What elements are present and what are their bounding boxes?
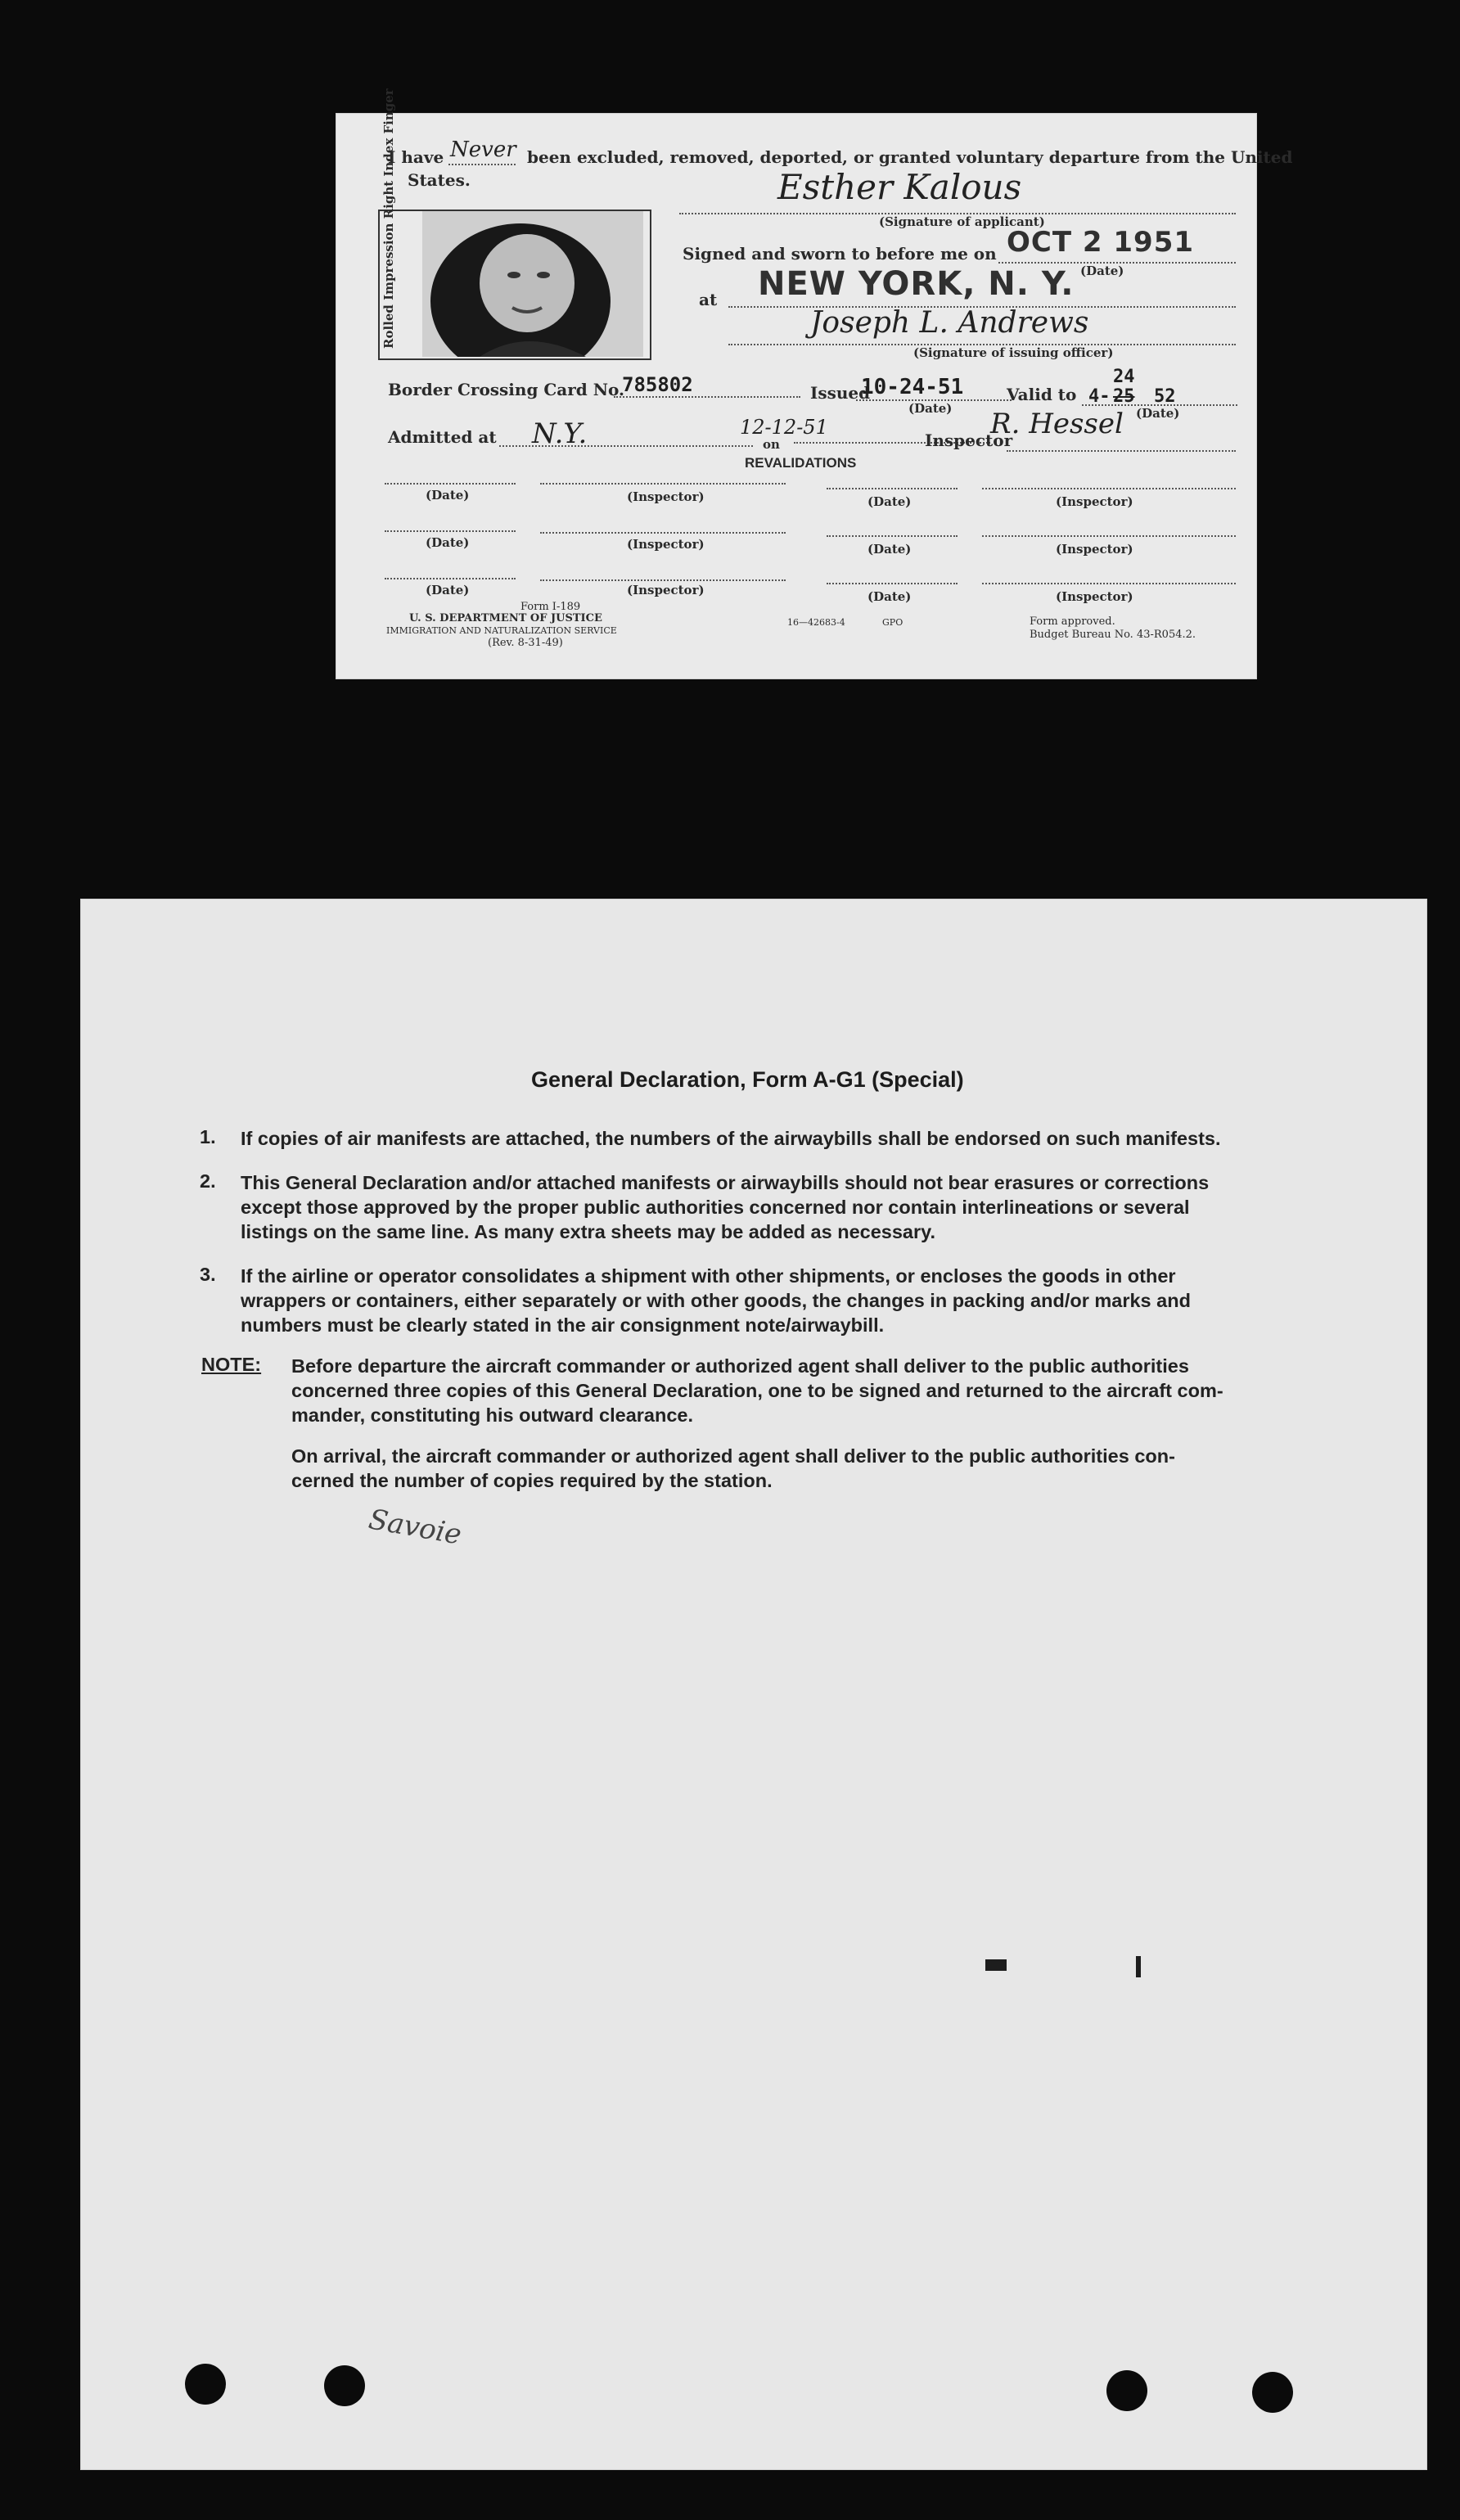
admitted-date: 12-12-51 <box>740 416 828 439</box>
sworn-date-stamp: OCT 2 1951 <box>1007 226 1195 259</box>
applicant-signature: Esther Kalous <box>777 167 1022 207</box>
reval-inspector-1: (Inspector) <box>627 489 705 504</box>
note2-line: On arrival, the aircraft commander or authorized agent shall deliver to the public authorities con- <box>291 1445 1175 1467</box>
item-2-line: except those approved by the proper public authorities concerned nor contain interlineations or several <box>241 1197 1190 1218</box>
issued-label: Issued <box>810 383 871 403</box>
exclusion-handwritten: Never <box>450 137 516 162</box>
item-1-text <box>241 1126 1221 1151</box>
admitted-line <box>499 445 753 447</box>
valid-date-day-struck: 25 <box>1113 386 1135 407</box>
inspector-signature: R. Hessel <box>990 408 1124 440</box>
place-stamp: NEW YORK, N. Y. <box>758 265 1075 303</box>
note-label: NOTE: <box>201 1354 262 1375</box>
bcc-label: Border Crossing Card No. <box>388 380 624 399</box>
handwritten-note: Savoie <box>366 1503 464 1552</box>
item-2-line: listings on the same line. As many extra sheets may be added as necessary. <box>241 1221 935 1242</box>
bcc-number: 785802 <box>622 373 693 396</box>
reval-date-6: (Date) <box>867 589 912 604</box>
punch-hole <box>1252 2372 1293 2413</box>
item-3-line: numbers must be clearly stated in the air consignment note/airwaybill. <box>241 1314 885 1336</box>
sworn-label: Signed and sworn to before me on <box>683 244 997 264</box>
reval-date-5: (Date) <box>426 583 470 597</box>
valid-date-month: 4- <box>1088 386 1111 407</box>
note-text <box>291 1354 1223 1427</box>
valid-caption: (Date) <box>1136 406 1180 421</box>
note2-text <box>291 1444 1175 1493</box>
inspector-label: Inspector <box>925 431 1013 450</box>
note-line: concerned three copies of this General Declaration, one to be signed and returned to the aircraft com- <box>291 1380 1223 1401</box>
ink-mark <box>985 1959 1007 1971</box>
note-line: mander, constituting his outward clearance. <box>291 1404 693 1426</box>
bcc-line <box>614 396 800 398</box>
applicant-photo <box>422 211 643 357</box>
at-label: at <box>699 290 718 309</box>
bleed-through <box>817 1873 822 1894</box>
officer-signature: Joseph L. Andrews <box>810 306 1089 340</box>
note-line: Before departure the aircraft commander or authorized agent shall deliver to the public authorities <box>291 1355 1189 1377</box>
portrait-image <box>422 211 643 357</box>
item-number-2: 2. <box>200 1170 216 1192</box>
issued-date: 10-24-51 <box>861 375 964 399</box>
ink-mark <box>1136 1956 1141 1977</box>
item-1-line: If copies of air manifests are attached, the numbers of the airwaybills shall be endorsed on such manifests. <box>241 1128 1221 1149</box>
sworn-date-caption: (Date) <box>1080 264 1124 278</box>
exclusion-text: been excluded, removed, deported, or granted voluntary departure from the United <box>527 147 1293 167</box>
reval-inspector-6: (Inspector) <box>1056 589 1133 604</box>
item-2-text <box>241 1170 1209 1244</box>
punch-hole <box>185 2364 226 2405</box>
reval-inspector-3: (Inspector) <box>627 537 705 552</box>
punch-hole <box>1106 2370 1147 2411</box>
valid-date-day-corrected: 24 <box>1113 367 1135 387</box>
form-number: Form I-189 <box>520 601 581 613</box>
reval-date-2: (Date) <box>867 494 912 509</box>
exclusion-prefix: I have <box>388 147 444 167</box>
item-number-3: 3. <box>200 1264 216 1285</box>
border-crossing-card <box>336 88 1293 679</box>
item-3-line: If the airline or operator consolidates a shipment with other shipments, or encloses the goods in other <box>241 1265 1176 1287</box>
admitted-place: N.Y. <box>532 417 588 450</box>
inspector-line <box>1007 450 1236 452</box>
valid-label: Valid to <box>1007 385 1077 404</box>
reval-date-4: (Date) <box>867 542 912 557</box>
item-2-line: This General Declaration and/or attached manifests or airwaybills should not bear erasures or corrections <box>241 1172 1210 1193</box>
exclusion-text-cont: States. <box>408 170 471 190</box>
revalidations-heading: REVALIDATIONS <box>745 455 857 471</box>
reval-inspector-4: (Inspector) <box>1056 542 1133 557</box>
reval-date-3: (Date) <box>426 535 470 550</box>
revision: (Rev. 8-31-49) <box>488 637 563 649</box>
fingerprint-caption: Rolled Impression Right Index Finger <box>381 88 396 349</box>
general-declaration-sheet <box>80 899 1427 2470</box>
gpo-number: 16—42683-4 <box>787 617 845 628</box>
issued-caption: (Date) <box>908 401 953 416</box>
reval-inspector-5: (Inspector) <box>627 583 705 597</box>
budget-bureau: Budget Bureau No. 43-R054.2. <box>1030 629 1196 641</box>
declaration-title: General Declaration, Form A-G1 (Special) <box>531 1067 964 1092</box>
form-approved: Form approved. <box>1030 615 1115 628</box>
item-3-line: wrappers or containers, either separately or with other goods, the changes in packing and/or marks and <box>241 1290 1191 1311</box>
punch-hole <box>324 2365 365 2406</box>
admitted-label: Admitted at <box>388 427 497 447</box>
item-number-1: 1. <box>200 1126 216 1147</box>
reval-date-1: (Date) <box>426 488 470 503</box>
department: U. S. DEPARTMENT OF JUSTICE <box>409 612 602 624</box>
note2-line: cerned the number of copies required by the station. <box>291 1470 773 1491</box>
officer-caption: (Signature of issuing officer) <box>913 345 1114 360</box>
reval-inspector-2: (Inspector) <box>1056 494 1133 509</box>
service: IMMIGRATION AND NATURALIZATION SERVICE <box>386 625 617 636</box>
gpo-mark: GPO <box>882 617 903 628</box>
valid-date-year: 52 <box>1154 386 1176 407</box>
item-3-text <box>241 1264 1191 1337</box>
on-label: on <box>763 437 780 452</box>
blank-line <box>448 164 516 165</box>
signature-caption: (Signature of applicant) <box>879 214 1045 229</box>
